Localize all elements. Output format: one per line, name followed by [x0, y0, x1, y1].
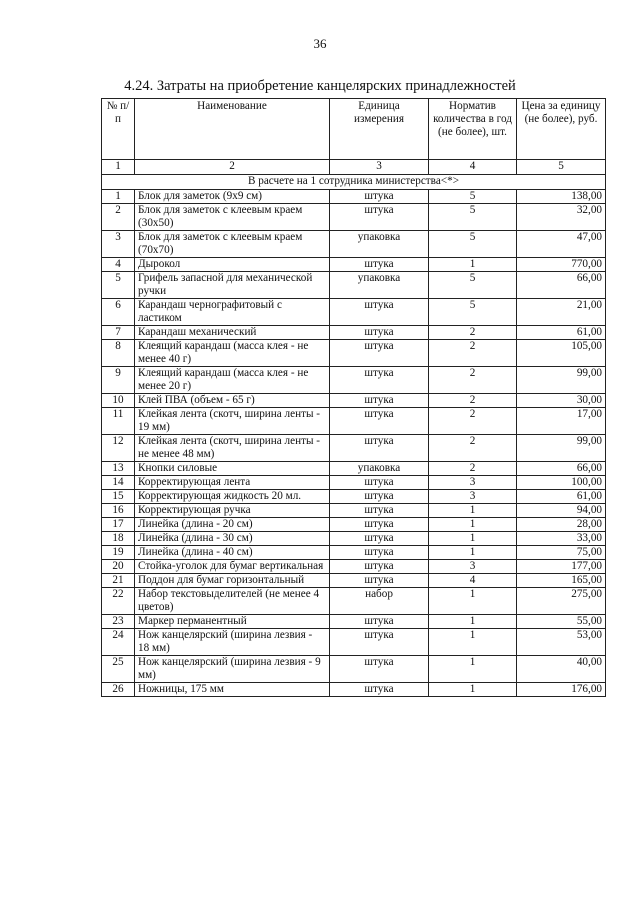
item-price: 32,00: [517, 204, 606, 231]
item-price: 17,00: [517, 408, 606, 435]
item-price: 55,00: [517, 615, 606, 629]
item-price: 75,00: [517, 546, 606, 560]
item-unit: штука: [330, 204, 429, 231]
item-name: Линейка (длина - 40 см): [135, 546, 330, 560]
table-row: [102, 504, 606, 518]
table-row: [102, 190, 606, 204]
row-number: 18: [102, 532, 135, 546]
item-name: Корректирующая ручка: [135, 504, 330, 518]
item-name: Набор текстовыделителей (не менее 4 цветов): [135, 588, 330, 615]
table-row: [102, 574, 606, 588]
column-number: 4: [429, 160, 517, 175]
item-price: 770,00: [517, 258, 606, 272]
table-row: [102, 204, 606, 231]
item-quantity: 2: [429, 408, 517, 435]
row-number: 11: [102, 408, 135, 435]
item-quantity: 5: [429, 231, 517, 258]
item-price: 275,00: [517, 588, 606, 615]
page-number: 36: [313, 36, 327, 51]
table-row: [102, 476, 606, 490]
table-row: [102, 231, 606, 258]
item-name: Клеящий карандаш (масса клея - не менее 20 г): [135, 367, 330, 394]
item-price: 66,00: [517, 462, 606, 476]
item-quantity: 2: [429, 340, 517, 367]
item-quantity: 1: [429, 615, 517, 629]
item-unit: штука: [330, 408, 429, 435]
table-row: [102, 629, 606, 656]
item-name: Линейка (длина - 30 см): [135, 532, 330, 546]
item-price: 30,00: [517, 394, 606, 408]
item-unit: штука: [330, 394, 429, 408]
table-row: [102, 560, 606, 574]
item-quantity: 3: [429, 560, 517, 574]
table-row: [102, 367, 606, 394]
header-unit: Единица измерения: [330, 99, 429, 160]
table-row: [102, 394, 606, 408]
row-number: 19: [102, 546, 135, 560]
item-name: Корректирующая лента: [135, 476, 330, 490]
item-quantity: 1: [429, 629, 517, 656]
item-unit: упаковка: [330, 272, 429, 299]
item-name: Клейкая лента (скотч, ширина ленты - 19 мм): [135, 408, 330, 435]
item-price: 47,00: [517, 231, 606, 258]
row-number: 4: [102, 258, 135, 272]
row-number: 13: [102, 462, 135, 476]
item-price: 40,00: [517, 656, 606, 683]
row-number: 21: [102, 574, 135, 588]
item-name: Поддон для бумаг горизонтальный: [135, 574, 330, 588]
row-number: 2: [102, 204, 135, 231]
table-row: [102, 546, 606, 560]
table-row: [102, 435, 606, 462]
item-name: Стойка-уголок для бумаг вертикальная: [135, 560, 330, 574]
item-unit: штука: [330, 560, 429, 574]
table-row: [102, 532, 606, 546]
column-number: 1: [102, 160, 135, 175]
item-price: 177,00: [517, 560, 606, 574]
item-unit: штука: [330, 532, 429, 546]
header-price: Цена за единицу (не более), руб.: [517, 99, 606, 160]
item-quantity: 3: [429, 490, 517, 504]
item-price: 66,00: [517, 272, 606, 299]
item-quantity: 5: [429, 272, 517, 299]
item-price: 176,00: [517, 683, 606, 697]
item-quantity: 4: [429, 574, 517, 588]
item-quantity: 2: [429, 435, 517, 462]
item-unit: штука: [330, 574, 429, 588]
header-number: № п/п: [102, 99, 135, 160]
item-price: 61,00: [517, 490, 606, 504]
item-name: Нож канцелярский (ширина лезвия - 9 мм): [135, 656, 330, 683]
row-number: 12: [102, 435, 135, 462]
item-name: Грифель запасной для механической ручки: [135, 272, 330, 299]
item-price: 28,00: [517, 518, 606, 532]
table-row: [102, 299, 606, 326]
table-row: [102, 518, 606, 532]
row-number: 20: [102, 560, 135, 574]
item-quantity: 2: [429, 394, 517, 408]
item-unit: штука: [330, 476, 429, 490]
item-price: 99,00: [517, 435, 606, 462]
item-price: 105,00: [517, 340, 606, 367]
item-unit: штука: [330, 258, 429, 272]
item-quantity: 2: [429, 326, 517, 340]
item-price: 94,00: [517, 504, 606, 518]
item-name: Дырокол: [135, 258, 330, 272]
item-quantity: 1: [429, 504, 517, 518]
item-price: 99,00: [517, 367, 606, 394]
section-row: [102, 175, 606, 190]
item-unit: штука: [330, 435, 429, 462]
item-name: Блок для заметок (9х9 см): [135, 190, 330, 204]
row-number: 25: [102, 656, 135, 683]
table-row: [102, 272, 606, 299]
row-number: 22: [102, 588, 135, 615]
item-unit: штука: [330, 683, 429, 697]
item-unit: штука: [330, 490, 429, 504]
item-price: 33,00: [517, 532, 606, 546]
column-number: 5: [517, 160, 606, 175]
row-number: 8: [102, 340, 135, 367]
item-name: Маркер перманентный: [135, 615, 330, 629]
item-quantity: 5: [429, 299, 517, 326]
row-number: 23: [102, 615, 135, 629]
item-price: 53,00: [517, 629, 606, 656]
item-name: Карандаш чернографитовый с ластиком: [135, 299, 330, 326]
item-unit: штука: [330, 504, 429, 518]
section-heading: В расчете на 1 сотрудника министерства<*>: [102, 175, 606, 190]
item-unit: штука: [330, 326, 429, 340]
header-quantity: Норматив количества в год (не более), шт.: [429, 99, 517, 160]
item-quantity: 2: [429, 462, 517, 476]
table-row: [102, 615, 606, 629]
row-number: 24: [102, 629, 135, 656]
item-price: 138,00: [517, 190, 606, 204]
item-unit: штука: [330, 190, 429, 204]
row-number: 3: [102, 231, 135, 258]
row-number: 7: [102, 326, 135, 340]
item-quantity: 5: [429, 190, 517, 204]
row-number: 10: [102, 394, 135, 408]
item-name: Корректирующая жидкость 20 мл.: [135, 490, 330, 504]
item-quantity: 1: [429, 588, 517, 615]
table-row: [102, 340, 606, 367]
table-header-row: [102, 99, 606, 160]
item-name: Кнопки силовые: [135, 462, 330, 476]
table-row: [102, 683, 606, 697]
item-unit: набор: [330, 588, 429, 615]
item-quantity: 1: [429, 532, 517, 546]
item-price: 21,00: [517, 299, 606, 326]
table-row: [102, 462, 606, 476]
item-name: Клейкая лента (скотч, ширина ленты - не менее 48 мм): [135, 435, 330, 462]
row-number: 17: [102, 518, 135, 532]
item-price: 165,00: [517, 574, 606, 588]
table-row: [102, 326, 606, 340]
row-number: 9: [102, 367, 135, 394]
item-name: Блок для заметок с клеевым краем (30х50): [135, 204, 330, 231]
item-name: Карандаш механический: [135, 326, 330, 340]
item-quantity: 2: [429, 367, 517, 394]
column-number-row: [102, 160, 606, 175]
item-name: Клеящий карандаш (масса клея - не менее 40 г): [135, 340, 330, 367]
row-number: 5: [102, 272, 135, 299]
section-title: 4.24. Затраты на приобретение канцелярских принадлежностей: [124, 78, 516, 94]
item-unit: штука: [330, 615, 429, 629]
item-name: Блок для заметок с клеевым краем (70х70): [135, 231, 330, 258]
column-number: 2: [135, 160, 330, 175]
row-number: 26: [102, 683, 135, 697]
table-row: [102, 656, 606, 683]
item-quantity: 1: [429, 258, 517, 272]
item-unit: штука: [330, 546, 429, 560]
item-unit: штука: [330, 340, 429, 367]
item-unit: штука: [330, 367, 429, 394]
row-number: 1: [102, 190, 135, 204]
item-name: Клей ПВА (объем - 65 г): [135, 394, 330, 408]
office-supplies-table: [101, 98, 606, 697]
item-unit: штука: [330, 518, 429, 532]
item-quantity: 1: [429, 546, 517, 560]
item-quantity: 3: [429, 476, 517, 490]
item-unit: штука: [330, 656, 429, 683]
row-number: 14: [102, 476, 135, 490]
item-price: 100,00: [517, 476, 606, 490]
item-unit: упаковка: [330, 462, 429, 476]
row-number: 15: [102, 490, 135, 504]
item-quantity: 5: [429, 204, 517, 231]
item-unit: штука: [330, 629, 429, 656]
header-name: Наименование: [135, 99, 330, 160]
item-name: Нож канцелярский (ширина лезвия - 18 мм): [135, 629, 330, 656]
item-price: 61,00: [517, 326, 606, 340]
table-row: [102, 490, 606, 504]
item-name: Линейка (длина - 20 см): [135, 518, 330, 532]
table-row: [102, 588, 606, 615]
item-name: Ножницы, 175 мм: [135, 683, 330, 697]
item-quantity: 1: [429, 656, 517, 683]
table-row: [102, 408, 606, 435]
row-number: 16: [102, 504, 135, 518]
item-unit: штука: [330, 299, 429, 326]
item-quantity: 1: [429, 683, 517, 697]
table-row: [102, 258, 606, 272]
item-unit: упаковка: [330, 231, 429, 258]
item-quantity: 1: [429, 518, 517, 532]
column-number: 3: [330, 160, 429, 175]
row-number: 6: [102, 299, 135, 326]
